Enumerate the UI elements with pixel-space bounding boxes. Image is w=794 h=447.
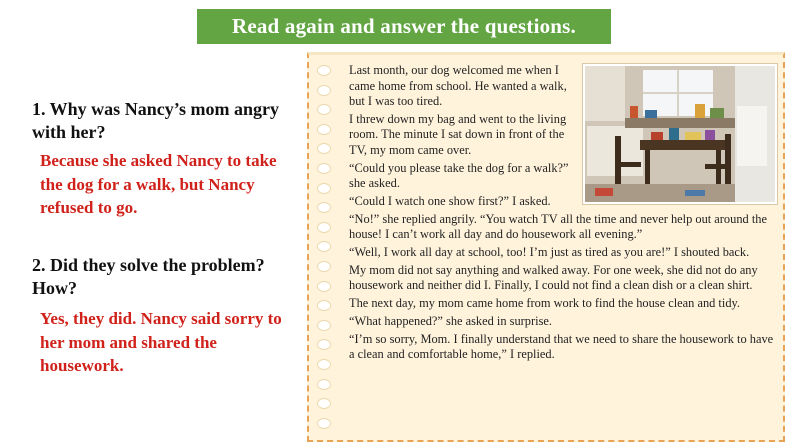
question-1: 1. Why was Nancy’s mom angry with her?	[32, 99, 280, 142]
answer-1: Because she asked Nancy to take the dog for a walk, but Nancy refused to go.	[40, 151, 277, 217]
story-paragraph: Last month, our dog welcomed me when I came home from school. He wanted a walk, but I was too tired.	[349, 63, 567, 108]
binder-hole	[317, 379, 331, 390]
answer-2: Yes, they did. Nancy said sorry to her mom and shared the housework.	[40, 309, 282, 375]
binder-hole	[317, 359, 331, 370]
section-title-banner: Read again and answer the questions.	[197, 9, 611, 44]
binder-hole	[317, 183, 331, 194]
binder-hole	[317, 339, 331, 350]
binder-hole	[317, 104, 331, 115]
story-paragraph: “I’m so sorry, Mom. I finally understand that we need to share the housework to have a clean and comfortable home,” I replied.	[349, 331, 774, 362]
binder-hole	[317, 143, 331, 154]
binder-hole	[317, 124, 331, 135]
binder-hole	[317, 300, 331, 311]
binder-hole	[317, 241, 331, 252]
story-paragraph: “What happened?” she asked in surprise.	[349, 313, 552, 328]
binder-hole	[317, 202, 331, 213]
binder-hole	[317, 163, 331, 174]
story-paragraph: “Well, I work all day at school, too! I’m just as tired as you are!” I shouted back.	[349, 244, 750, 259]
binder-hole	[317, 320, 331, 331]
binder-hole	[317, 222, 331, 233]
story-paragraph: The next day, my mom came home from work to find the house clean and tidy.	[349, 296, 740, 311]
story-paragraph: “No!” she replied angrily. “You watch TV all the time and never help out around the house! I can’t work all day and do housework all evening.”	[349, 211, 767, 242]
story-paragraph: “Could you please take the dog for a walk?” she asked.	[349, 160, 569, 191]
question-2: 2. Did they solve the problem? How?	[32, 255, 265, 298]
story-paragraph: “Could I watch one show first?” I asked.	[349, 193, 551, 208]
binder-hole	[317, 281, 331, 292]
binder-hole	[317, 65, 331, 76]
story-paragraph: I threw down my bag and went to the living room. The minute I sat down in front of the TV, my mom came over.	[349, 111, 567, 157]
binder-hole	[317, 418, 331, 429]
story-paragraph: My mom did not say anything and walked away. For one week, she did not do any housework and neither did I. Finally, I could not find a clean dish or a clean shirt.	[349, 262, 758, 293]
binder-hole	[317, 398, 331, 409]
story-passage	[349, 63, 779, 365]
binder-hole	[317, 261, 331, 272]
binder-hole	[317, 85, 331, 96]
reading-notebook	[307, 52, 785, 442]
